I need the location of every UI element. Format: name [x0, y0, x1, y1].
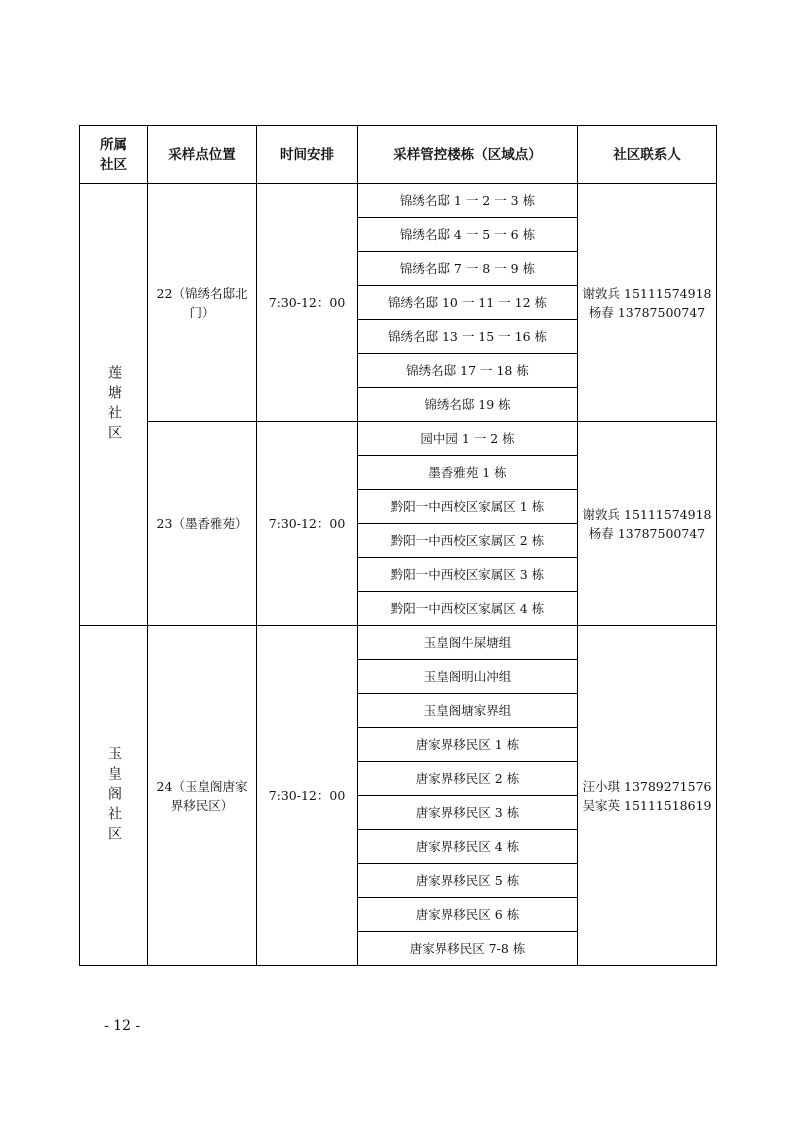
- community-cell: [80, 626, 148, 966]
- time-cell: 7:30-12：00: [257, 184, 358, 422]
- community-cell: [80, 184, 148, 626]
- location-cell: [148, 422, 257, 626]
- building-cell: 黔阳一中西校区家属区 3 栋: [358, 558, 578, 592]
- building-cell: 锦绣名邸 4 一 5 一 6 栋: [358, 218, 578, 252]
- location-cell: [148, 184, 257, 422]
- building-cell: 锦绣名邸 17 一 18 栋: [358, 354, 578, 388]
- contact-cell: [578, 422, 717, 626]
- building-cell: 玉皇阁塘家界组: [358, 694, 578, 728]
- header-buildings: 采样管控楼栋（区域点）: [358, 126, 578, 184]
- table-row: [80, 184, 717, 218]
- location-text: 24（玉皇阁唐家界移民区）: [156, 778, 248, 813]
- header-time: 时间安排: [257, 126, 358, 184]
- contact-line: 谢敦兵 15111574918: [582, 285, 712, 301]
- header-location: 采样点位置: [148, 126, 257, 184]
- header-contact: 社区联系人: [578, 126, 717, 184]
- community-name: 玉皇阁社区: [106, 745, 122, 846]
- building-cell: 唐家界移民区 1 栋: [358, 728, 578, 762]
- building-cell: 园中园 1 一 2 栋: [358, 422, 578, 456]
- building-cell: 黔阳一中西校区家属区 1 栋: [358, 490, 578, 524]
- contact-line: 杨春 13787500747: [588, 525, 706, 541]
- building-cell: 唐家界移民区 5 栋: [358, 864, 578, 898]
- building-cell: 玉皇阁牛屎塘组: [358, 626, 578, 660]
- building-cell: 玉皇阁明山冲组: [358, 660, 578, 694]
- building-cell: 锦绣名邸 19 栋: [358, 388, 578, 422]
- community-name: 莲塘社区: [106, 364, 122, 445]
- table-row: [80, 422, 717, 456]
- building-cell: 锦绣名邸 7 一 8 一 9 栋: [358, 252, 578, 286]
- header-community: 所属社区: [80, 126, 148, 184]
- building-cell: 锦绣名邸 1 一 2 一 3 栋: [358, 184, 578, 218]
- building-cell: 唐家界移民区 2 栋: [358, 762, 578, 796]
- contact-line: 吴家英 15111518619: [582, 797, 712, 813]
- building-cell: 锦绣名邸 13 一 15 一 16 栋: [358, 320, 578, 354]
- contact-line: 谢敦兵 15111574918: [582, 506, 712, 522]
- contact-line: 杨春 13787500747: [588, 304, 706, 320]
- building-cell: 墨香雅苑 1 栋: [358, 456, 578, 490]
- page-number: - 12 -: [104, 1018, 141, 1034]
- sampling-schedule-table: [79, 125, 717, 966]
- time-cell: 7:30-12：00: [257, 626, 358, 966]
- location-cell: [148, 626, 257, 966]
- location-text: 23（墨香雅苑）: [156, 516, 248, 531]
- building-cell: 唐家界移民区 4 栋: [358, 830, 578, 864]
- building-cell: 唐家界移民区 6 栋: [358, 898, 578, 932]
- contact-cell: [578, 626, 717, 966]
- contact-cell: [578, 184, 717, 422]
- time-cell: 7:30-12：00: [257, 422, 358, 626]
- table-row: [80, 626, 717, 660]
- location-text: 22（锦绣名邸北门）: [156, 285, 248, 320]
- building-cell: 黔阳一中西校区家属区 4 栋: [358, 592, 578, 626]
- building-cell: 唐家界移民区 3 栋: [358, 796, 578, 830]
- contact-line: 汪小琪 13789271576: [582, 778, 712, 794]
- building-cell: 黔阳一中西校区家属区 2 栋: [358, 524, 578, 558]
- building-cell: 锦绣名邸 10 一 11 一 12 栋: [358, 286, 578, 320]
- header-row: [80, 126, 717, 184]
- building-cell: 唐家界移民区 7-8 栋: [358, 932, 578, 966]
